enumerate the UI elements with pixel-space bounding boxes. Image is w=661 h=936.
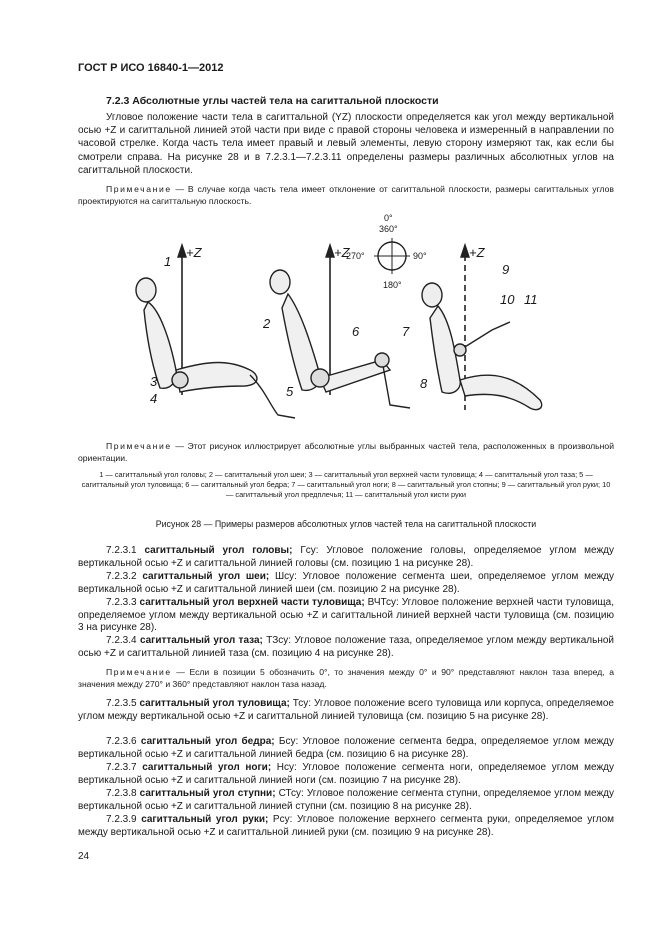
- compass-right: 90°: [413, 251, 427, 261]
- pelvis-marker-1: [172, 372, 188, 388]
- def-text: Угловое положение всего туловища или корпуса, определяемое углом между вертикальной осью +Z и сагиттальной линией туловища (см. позицию 5 на рисунке 28).: [78, 698, 614, 722]
- def-text: Угловое положение головы, определяемое углом между вертикальной осью +Z и сагиттальной линией головы (см. позицию 1 на рисунке 28).: [78, 545, 614, 569]
- def-text: Угловое положение верхнего сегмента руки, определяемое углом между вертикальной осью +Z и сагиттальной линией руки (см. позицию 9 на рисунке 28).: [78, 814, 614, 838]
- def-num: 7.2.3.3: [106, 597, 137, 608]
- compass-bottom: 180°: [383, 280, 402, 290]
- figure-note-label: Примечание: [106, 441, 172, 451]
- definition-7-2-3-7: [78, 762, 614, 787]
- z-arrow-2: [326, 245, 334, 257]
- axis-label-1: +Z: [186, 245, 202, 260]
- def-symbol: СТсу:: [275, 788, 304, 799]
- note-1: [78, 183, 614, 207]
- def-num: 7.2.3.1: [106, 545, 137, 556]
- def-term: сагиттальный угол руки;: [141, 814, 269, 825]
- note-1-text: — В случае когда часть тела имеет отклонение от сагиттальной плоскости, размеры сагиттальных углов проектируются на сагиттальную плоскость.: [78, 184, 614, 206]
- def-num: 7.2.3.8: [106, 788, 137, 799]
- note-2-label: Примечание: [106, 667, 172, 677]
- def-term: сагиттальный угол туловища;: [139, 698, 290, 709]
- def-symbol: ТЗсу:: [262, 635, 292, 646]
- def-text: Угловое положение сегмента шеи, определяемое углом между вертикальной осью +Z и сагиттальной линией шеи (см. позицию 2 на рисунке 28).: [78, 571, 614, 595]
- shoulder-marker-3: [454, 344, 466, 356]
- def-symbol: Рсу:: [268, 814, 293, 825]
- def-text: Угловое положение сегмента бедра, определяемое углом между вертикальной осью +Z и сагиттальной линией бедра (см. позицию 6 на рисунке 28).: [78, 736, 614, 760]
- definition-7-2-3-4: [78, 635, 614, 660]
- fig-num-5: 5: [286, 384, 294, 399]
- def-num: 7.2.3.2: [106, 571, 137, 582]
- head-2: [270, 270, 290, 294]
- knee-marker-2: [375, 353, 389, 367]
- intro-paragraph: Угловое положение части тела в сагиттальной (YZ) плоскости определяется как угол между вертикальной осью +Z и сагиттальной линией этой части при виде с правой стороны человека и измеренный в направлении по часовой стрелке. Когда часть тела имеет правый и левый элементы, левую сторону измеряют так, как если бы смотрели справа. На рисунке 28 и в 7.2.3.1—7.2.3.11 определены размеры различных абсолютных углов на сагиттальной плоскости.: [78, 112, 614, 176]
- fig-num-4: 4: [150, 391, 158, 406]
- def-term: сагиттальный угол ступни;: [139, 788, 276, 799]
- thigh-3: [460, 375, 542, 409]
- def-text: Угловое положение верхней части туловища, определяемое углом между вертикальной осью +Z и сагиттальной линией верхней части туловища (см. позицию 3 на рисунке 28).: [78, 597, 614, 634]
- page-number: 24: [78, 851, 90, 862]
- definition-7-2-3-5: [78, 698, 614, 723]
- def-term: сагиттальный угол головы;: [144, 545, 293, 556]
- def-symbol: Шсу:: [269, 571, 297, 582]
- def-term: сагиттальный угол шеи;: [142, 571, 270, 582]
- compass-left: 270°: [346, 251, 365, 261]
- compass-top: 0°: [384, 213, 393, 223]
- fig-num-1: 1: [164, 254, 172, 269]
- def-num: 7.2.3.6: [106, 736, 137, 747]
- definition-7-2-3-1: [78, 545, 614, 570]
- section-title: 7.2.3 Абсолютные углы частей тела на сагиттальной плоскости: [106, 95, 439, 107]
- head-3: [422, 283, 442, 307]
- def-term: сагиттальный угол верхней части туловища;: [139, 597, 365, 608]
- figure-legend: 1 — сагиттальный угол головы; 2 — сагиттальный угол шеи; 3 — сагиттальный угол верхней части туловища; 4 — сагиттальный угол таза; 5 — сагиттальный угол туловища; 6 — сагиттальный угол бедра; 7 — сагиттальный угол ноги; 8 — сагиттальный угол стопны; 9 — сагиттальный угол руки; 10 — сагиттальный угол предплечья; 11 — сагиттальный угол кисти руки: [81, 470, 611, 500]
- pelvis-marker-2: [311, 369, 329, 387]
- arm-3: [460, 322, 510, 350]
- axis-label-3: +Z: [469, 245, 485, 260]
- fig-num-3: 3: [150, 374, 158, 389]
- z-arrow-1: [178, 245, 186, 257]
- figure-note-text: — Этот рисунок иллюстрирует абсолютные углы выбранных частей тела, расположенных в произвольной ориентации.: [78, 441, 614, 463]
- fig-num-2: 2: [263, 316, 271, 331]
- z-arrow-3: [461, 245, 469, 257]
- def-symbol: ВЧТсу:: [364, 597, 399, 608]
- fig-num-8: 8: [420, 376, 428, 391]
- def-num: 7.2.3.5: [106, 698, 137, 709]
- figure-28: [120, 210, 560, 430]
- note-2-text: — Если в позиции 5 обозначить 0°, то значения между 0° и 90° представляют наклон таза вперед, а значения между 270° и 360° представляют наклон таза назад.: [78, 667, 614, 689]
- fig-num-10: 10: [500, 292, 515, 307]
- fig-num-9: 9: [502, 262, 510, 277]
- definition-7-2-3-8: [78, 788, 614, 813]
- def-symbol: Нсу:: [271, 762, 297, 773]
- fig-num-6: 6: [352, 324, 360, 339]
- definition-7-2-3-2: [78, 571, 614, 596]
- def-num: 7.2.3.4: [106, 635, 137, 646]
- fig-num-11: 11: [524, 292, 538, 307]
- def-symbol: Гсу:: [292, 545, 319, 556]
- document-header: ГОСТ Р ИСО 16840-1—2012: [78, 62, 224, 74]
- def-term: сагиттальный угол таза;: [139, 635, 263, 646]
- head-1: [136, 278, 156, 302]
- def-symbol: Тсу:: [289, 698, 312, 709]
- fig-num-7: 7: [402, 324, 410, 339]
- note-1-label: Примечание: [106, 184, 172, 194]
- def-text: Угловое положение сегмента ноги, определяемое углом между вертикальной осью +Z и сагиттальной линией ноги (см. позицию 7 на рисунке 28).: [78, 762, 614, 786]
- def-text: Угловое положение сегмента ступни, определяемое углом между вертикальной осью +Z и сагиттальной линией ступни (см. позицию 8 на рисунке 28).: [78, 788, 614, 812]
- def-num: 7.2.3.7: [106, 762, 137, 773]
- definition-7-2-3-3: [78, 597, 614, 635]
- figure-note: [78, 440, 614, 464]
- note-2: [78, 666, 614, 690]
- axis-label-2: +Z: [334, 245, 350, 260]
- compass-top2: 360°: [379, 224, 398, 234]
- def-text: Угловое положение таза, определяемое углом между вертикальной осью +Z и сагиттальной линией таза (см. позицию 4 на рисунке 28).: [78, 635, 615, 659]
- def-term: сагиттальный угол ноги;: [142, 762, 272, 773]
- definition-7-2-3-6: [78, 736, 614, 761]
- torso-1: [144, 302, 176, 388]
- def-num: 7.2.3.9: [106, 814, 137, 825]
- def-term: сагиттальный угол бедра;: [140, 736, 275, 747]
- def-symbol: Бсу:: [274, 736, 299, 747]
- figure-caption: Рисунок 28 — Примеры размеров абсолютных углов частей тела на сагиттальной плоскости: [155, 519, 537, 529]
- definition-7-2-3-9: [78, 814, 614, 839]
